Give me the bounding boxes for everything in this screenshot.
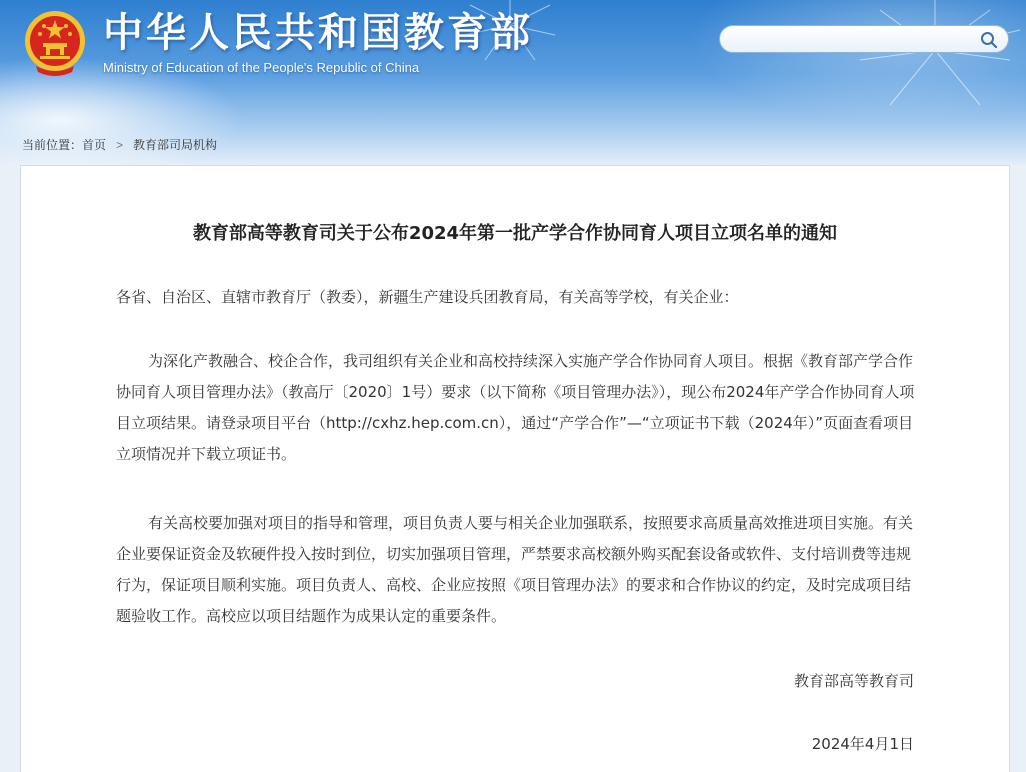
site-subtitle: Ministry of Education of the People's Republic of China (103, 60, 420, 75)
article-date: 2024年4月1日 (811, 735, 914, 753)
breadcrumb-home-link[interactable]: 首页 (82, 138, 107, 152)
breadcrumb-prefix: 当前位置： (22, 138, 83, 152)
breadcrumb-separator: > (116, 138, 124, 152)
article-salutation: 各省、自治区、直辖市教育厅（教委），新疆生产建设兵团教育局，有关高等学校，有关企业： (116, 288, 739, 306)
dandelion-decoration-icon (840, 0, 1026, 120)
search-box (719, 25, 1009, 53)
article-signature: 教育部高等教育司 (793, 672, 914, 690)
article-title: 教育部高等教育司关于公布2024年第一批产学合作协同育人项目立项名单的通知 (192, 223, 838, 244)
site-header (0, 0, 1026, 165)
search-input[interactable] (732, 29, 976, 51)
site-title: 中华人民共和国教育部 (103, 9, 533, 56)
article-paragraph: 有关高校要加强对项目的指导和管理，项目负责人要与相关企业加强联系，按照要求高质量高效推进项目实施。有关企业要保证资金及软硬件投入按时到位，切实加强项目管理，严禁要求高校额外购买配套设备或软件、支付培训费等违规行为，保证项目顺利实施。项目负责人、高校、企业应按照《项目管理办法》的要求和合作协议的约定，及时完成项目结题验收工作。高校应以项目结题作为成果认定的重要条件。 (116, 514, 914, 625)
breadcrumb (22, 136, 217, 154)
national-emblem-icon (22, 8, 88, 78)
article-paragraph: 为深化产教融合、校企合作，我司组织有关企业和高校持续深入实施产学合作协同育人项目。根据《教育部产学合作协同育人项目管理办法》（教高厅〔2020〕1号）要求（以下简称《项目管理办法》），现公布2024年产学合作协同育人项目立项结果。请登录项目平台（http://cxhz.hep.com.cn），通过“产学合作”—“立项证书下载（2024年）”页面查看项目立项情况并下载立项证书。 (116, 352, 915, 463)
breadcrumb-department-link[interactable]: 教育部司局机构 (133, 138, 218, 152)
search-icon[interactable] (980, 31, 998, 49)
article-container (20, 165, 1010, 772)
